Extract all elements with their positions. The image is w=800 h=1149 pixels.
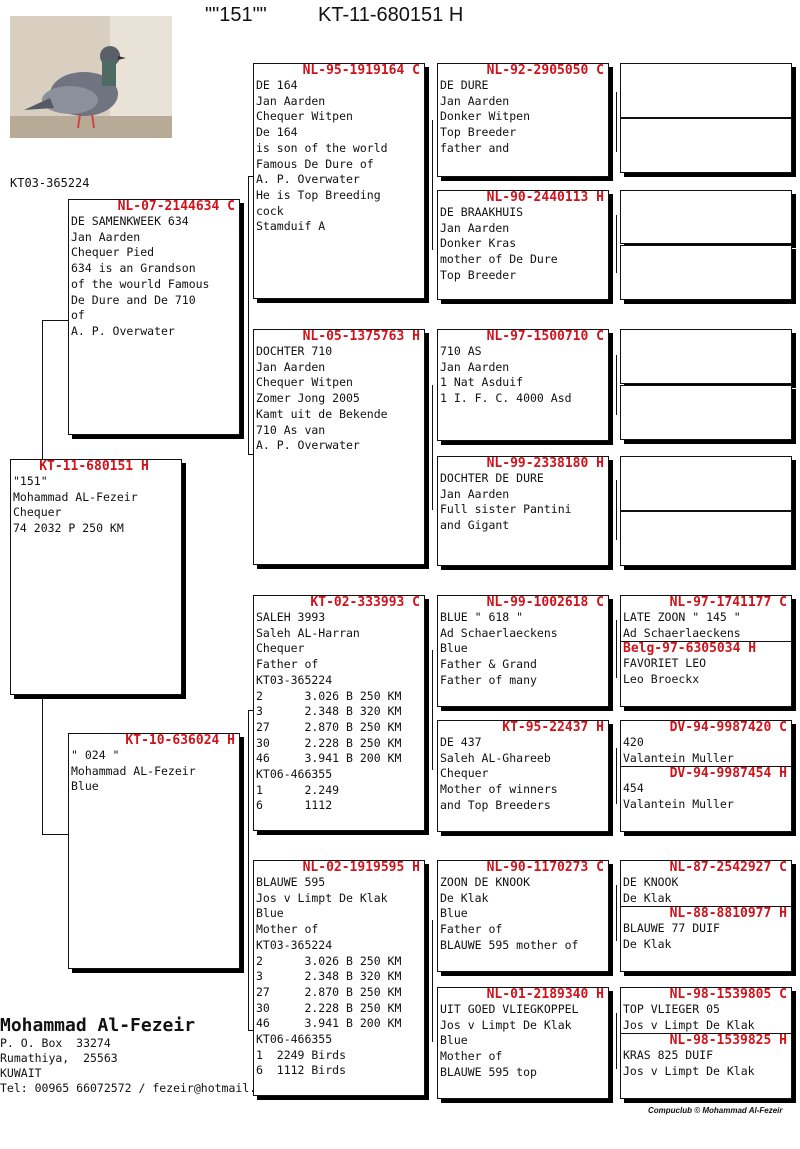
gen4-empty-2 [620, 118, 792, 173]
pigeon-photo [10, 16, 172, 138]
header-ring: KT-11-680151 H [318, 4, 464, 26]
gen4-ddd-card[interactable]: NL-98-1539805 C TOP VLIEGER 05 Jos v Limpt De Klak NL-98-1539825 H KRAS 825 DUIF Jos v Limpt De Klak [620, 987, 792, 1099]
ddd-card[interactable]: NL-01-2189340 H UIT GOED VLIEGKOPPEL Jos v Limpt De Klak Blue Mother of BLAUWE 595 top [437, 987, 609, 1099]
subject-ring: KT-11-680151 H [39, 459, 149, 474]
header-name: ""151"" [205, 4, 267, 26]
gen4-empty-5 [620, 329, 792, 384]
gen4-empty-7 [620, 456, 792, 511]
owner-name: Mohammad Al-Fezeir [0, 1015, 196, 1036]
gen4-empty-1 [620, 63, 792, 118]
gen4-empty-6 [620, 385, 792, 440]
top-reference: KT03-365224 [10, 176, 90, 190]
sire-dam-card[interactable]: NL-05-1375763 H DOCHTER 710 Jan Aarden Chequer Witpen Zomer Jong 2005 Kamt uit de Bekende 710 As van A. P. Overwater [253, 329, 425, 565]
sire-sire-card[interactable]: NL-95-1919164 C DE 164 Jan Aarden Chequer Witpen De 164 is son of the world Famous De Dure of A. P. Overwater He is Top Breeding cock Stamduif A [253, 63, 425, 299]
ssd-card[interactable]: NL-90-2440113 H DE BRAAKHUIS Jan Aarden Donker Kras mother of De Dure Top Breeder [437, 190, 609, 300]
dam-ring: KT-10-636024 H [125, 733, 235, 748]
gen4-dss-card[interactable]: NL-97-1741177 C LATE ZOON " 145 " Ad Schaerlaeckens Belg-97-6305034 H FAVORIET LEO Leo Broeckx [620, 595, 792, 707]
sire-card[interactable]: NL-07-2144634 C DE SAMENKWEEK 634 Jan Aarden Chequer Pied 634 is an Grandson of the wourld Famous De Dure and De 710 of A. P. Overwater [68, 199, 240, 435]
subject-pigeon-card[interactable]: KT-11-680151 H "151" Mohammad AL-Fezeir Chequer 74 2032 P 250 KM [10, 459, 182, 695]
gen4-dds-card[interactable]: NL-87-2542927 C DE KNOOK De Klak NL-88-8810977 H BLAUWE 77 DUIF De Klak [620, 860, 792, 972]
dsd-card[interactable]: KT-95-22437 H DE 437 Saleh AL-Ghareeb Chequer Mother of winners and Top Breeders [437, 720, 609, 832]
sire-ring: NL-07-2144634 C [117, 199, 235, 214]
dam-sire-card[interactable]: KT-02-333993 C SALEH 3993 Saleh AL-Harran Chequer Father of KT03-365224 2 3.026 B 250 KM 3 2.348 B 320 KM 27 2.870 B 250 KM 30 2.228 B 250 KM 46 3.941 B 200 KM KT06-466355 1 2.249 6 1112 [253, 595, 425, 831]
gen4-empty-4 [620, 245, 792, 300]
gen4-empty-3 [620, 190, 792, 244]
gen4-dsd-card[interactable]: DV-94-9987420 C 420 Valantein Muller DV-94-9987454 H 454 Valantein Muller [620, 720, 792, 832]
dam-card[interactable]: KT-10-636024 H " 024 " Mohammad AL-Fezeir Blue [68, 733, 240, 969]
sds-card[interactable]: NL-97-1500710 C 710 AS Jan Aarden 1 Nat Asduif 1 I. F. C. 4000 Asd [437, 329, 609, 441]
sss-card[interactable]: NL-92-2905050 C DE DURE Jan Aarden Donker Witpen Top Breeder father and [437, 63, 609, 177]
copyright: Compuclub © Mohammad Al-Fezeir [648, 1106, 783, 1115]
dds-card[interactable]: NL-90-1170273 C ZOON DE KNOOK De Klak Blue Father of BLAUWE 595 mother of [437, 860, 609, 972]
dss-card[interactable]: NL-99-1002618 C BLUE " 618 " Ad Schaerlaeckens Blue Father & Grand Father of many [437, 595, 609, 707]
dam-dam-card[interactable]: NL-02-1919595 H BLAUWE 595 Jos v Limpt De Klak Blue Mother of KT03-365224 2 3.026 B 250 KM 3 2.348 B 320 KM 27 2.870 B 250 KM 30 2.228 B 250 KM 46 3.941 B 200 KM KT06-466355 1 2249 Birds 6 1112 Birds [253, 860, 425, 1096]
sdd-card[interactable]: NL-99-2338180 H DOCHTER DE DURE Jan Aarden Full sister Pantini and Gigant [437, 456, 609, 566]
owner-contact: Tel: 00965 66072572 / fezeir@hotmail. [0, 1081, 257, 1095]
owner-block: Mohammad Al-Fezeir P. O. Box 33274 Rumathiya, 25563 KUWAIT Tel: 00965 66072572 / fezeir@hotmail. [0, 1015, 257, 1095]
gen4-empty-8 [620, 511, 792, 566]
